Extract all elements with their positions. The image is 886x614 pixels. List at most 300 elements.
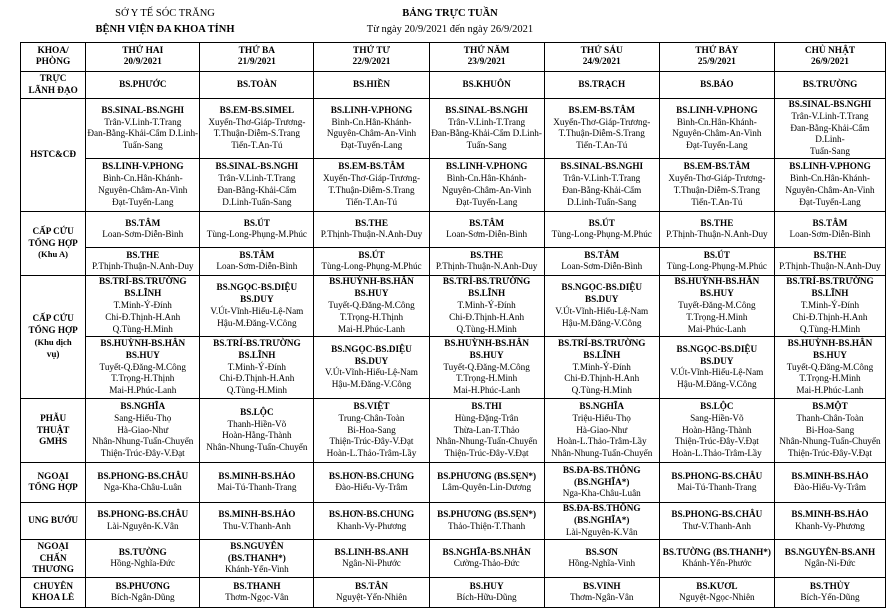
org-line-1: SỞ Y TẾ SÓC TRĂNG: [115, 8, 215, 19]
staff-names: Thu-V.Thanh-Anh: [222, 520, 291, 531]
duty-cell: [86, 275, 200, 336]
duty-cell: [774, 398, 885, 462]
doctor-name: BS.TÂM: [584, 249, 620, 260]
document-header-title: [335, 6, 565, 38]
staff-names: Mai-H.Phúc-Lanh: [796, 385, 864, 396]
doctor-name: BS.DUY: [354, 355, 389, 366]
doctor-name: BS.PHƯƠNG: [115, 580, 171, 591]
doctor-name: BS.TÂN: [355, 580, 388, 591]
day-header: THỨ TƯ 22/9/2021: [314, 43, 429, 72]
staff-names: Hà-Giao-Như: [576, 424, 628, 435]
doctor-name: BS.TƯỜNG: [118, 546, 167, 557]
doctor-name: BS.PHONG-BS.CHÂU: [97, 470, 189, 481]
duty-cell: [86, 72, 200, 99]
staff-names: Tuyết-Q.Đăng-M.Công: [786, 361, 874, 372]
duty-cell: [774, 158, 885, 211]
staff-names: Hùng-Đặng-Trân: [454, 412, 519, 423]
staff-names: Tuyết-Q.Đăng-M.Công: [99, 361, 186, 372]
staff-names: Đạt-Tuyến-Lang: [455, 196, 518, 207]
staff-names: Bình-Cn.Hân-Khánh-: [790, 173, 870, 184]
doctor-name: BS.HƠN-BS.CHUNG: [328, 509, 415, 520]
staff-names: Đạt-Tuyến-Lang: [112, 196, 174, 207]
staff-names: Xuyến-Thơ-Giáp-Trương-: [553, 116, 651, 127]
staff-names: Bích-Yến-Dũng: [800, 592, 860, 603]
staff-names: Thừa-Lan-T.Thảo: [453, 424, 520, 435]
doctor-name: BS.TÂM: [812, 217, 848, 228]
duty-cell: [659, 99, 774, 159]
duty-cell: [429, 72, 544, 99]
staff-names: T.Thuận-Diễm-S.Trang: [213, 128, 300, 139]
staff-names: Nguyên-Châm-An-Vinh: [672, 128, 762, 139]
staff-names: Hậu-M.Đăng-V.Công: [562, 317, 642, 328]
staff-names: Hà-Giao-Như: [117, 424, 169, 435]
document-header-org: [70, 6, 260, 38]
duty-cell: [659, 502, 774, 539]
doctor-name: BS.THI: [471, 400, 502, 411]
staff-names: Hoàn-L.Thảo-Trâm-Lầy: [326, 448, 417, 459]
day-header: THỨ BẢY 25/9/2021: [659, 43, 774, 72]
staff-names: Đan-Bằng-Khải-Cẩm: [217, 184, 297, 195]
duty-cell: [86, 99, 200, 159]
staff-names: Tùng-Long-Phụng-M.Phúc: [206, 229, 308, 240]
duty-cell: [314, 158, 429, 211]
duty-cell: [544, 577, 659, 607]
staff-names: Xuyến-Thơ-Giáp-Trương-: [208, 116, 306, 127]
staff-names: Hậu-M.Đăng-V.Công: [331, 379, 412, 390]
duty-cell: [774, 502, 885, 539]
doctor-name: BS.MINH-BS.HẢO: [218, 509, 296, 520]
duty-cell: [86, 336, 200, 398]
duty-cell: [200, 462, 314, 502]
staff-names: Đạt-Tuyến-Lang: [340, 140, 403, 151]
staff-names: Trân-V.Linh-T.Trang: [104, 116, 182, 127]
staff-names: Khánh-Yến-Phước: [682, 558, 752, 569]
staff-names: Tuyết-Đăng-M.Công: [678, 300, 756, 311]
duty-cell: [86, 211, 200, 247]
staff-names: T.Minh-Ý-Đính: [457, 300, 516, 311]
staff-names: Trân-V.Linh-T.Trang: [448, 116, 526, 127]
staff-names: Hậu-M.Đăng-V.Công: [677, 379, 757, 390]
staff-names: Hoàn-Hằng-Thành: [222, 430, 292, 441]
duty-cell: [774, 539, 885, 577]
staff-names: Thanh-Chân-Toàn: [796, 412, 864, 423]
staff-names: Q.Tùng-H.Minh: [226, 385, 287, 396]
staff-names: Chi-Đ.Thịnh-H.Anh: [219, 373, 295, 384]
staff-names: Hồng-Nghĩa-Đức: [110, 558, 176, 569]
date-range: Từ ngày 20/9/2021 đến ngày 26/9/2021: [366, 24, 534, 35]
roster-row-truc-lanh-dao: [21, 72, 886, 99]
doctor-name: BS.HUỲNH-BS.HÂN: [787, 337, 873, 348]
staff-names: Đào-Hiếu-Vy-Trâm: [335, 482, 408, 493]
doctor-name: BS.TÂM: [125, 217, 161, 228]
staff-names: Ngân-Ni-Đức: [804, 558, 856, 569]
duty-cell: [774, 99, 885, 159]
doctor-name: BS.SINAL-BS.NGHI: [560, 161, 644, 172]
doctor-name: BS.TRÍ-BS.TRƯỜNG: [99, 276, 187, 287]
doctor-name: BS.ÚT: [703, 249, 731, 260]
staff-names: Chi-Đ.Thịnh-H.Anh: [792, 311, 868, 322]
doctor-name: BS.TRƯỜNG: [802, 79, 858, 90]
staff-names: Tuấn-Sang: [122, 140, 163, 151]
staff-names: Tùng-Long-Phụng-M.Phúc: [321, 261, 422, 272]
staff-names: Trân-V.Linh-T.Trang: [563, 173, 641, 184]
duty-cell: [314, 72, 429, 99]
staff-names: Tuyết-Q.Đăng-M.Công: [443, 361, 530, 372]
staff-names: Lâm-Quyên-Lin-Dương: [442, 482, 532, 493]
staff-names: Nhân-Nhung-Tuấn-Chuyển: [206, 442, 308, 453]
duty-cell: [544, 211, 659, 247]
doctor-name: BS.TRẠCH: [578, 79, 626, 90]
staff-names: Đan-Bằng-Khải-Cẩm D.Linh-: [790, 122, 870, 145]
roster-row-cap-cuu-dv: [21, 336, 886, 398]
staff-names: Nguyệt-Yến-Nhiên: [336, 592, 407, 603]
doctor-name: BS.ÚT: [588, 217, 615, 228]
doctor-name: BS.KƯƠL: [696, 580, 738, 591]
duty-cell: [429, 462, 544, 502]
staff-names: T.Trọng-H.Minh: [799, 373, 861, 384]
duty-cell: [314, 462, 429, 502]
staff-names: Mai-Tú-Thanh-Trang: [217, 482, 297, 493]
day-header: CHỦ NHẬT 26/9/2021: [774, 43, 885, 72]
doctor-name: BS.BẢO: [700, 79, 734, 90]
staff-names: Lài-Nguyên-K.Vân: [565, 526, 638, 537]
doctor-name: BS.THE: [355, 217, 388, 228]
doctor-name: BS.HUỲNH-BS.HÂN: [674, 276, 760, 287]
duty-cell: [659, 72, 774, 99]
staff-names: Nga-Kha-Châu-Luân: [103, 482, 182, 493]
doctor-name: BS.TÂM: [239, 249, 275, 260]
day-header: THỨ SÁU 24/9/2021: [544, 43, 659, 72]
dept-column-header: KHOA/ PHÒNG: [21, 43, 86, 72]
staff-names: Trân-V.Linh-T.Trang: [218, 173, 296, 184]
staff-names: Đạt-Tuyến-Lang: [686, 140, 748, 151]
doctor-name: BS.THE: [126, 249, 160, 260]
doctor-name: BS.HUỲNH-BS.HÂN: [100, 337, 186, 348]
doctor-name: BS.EM-BS.SIMEL: [219, 104, 295, 115]
duty-cell: [774, 275, 885, 336]
duty-cell: [659, 539, 774, 577]
staff-names: T.Minh-Ý-Đính: [800, 300, 860, 311]
staff-names: Tiến-T.An-Tú: [691, 196, 743, 207]
staff-names: Tiến-T.An-Tú: [345, 196, 398, 207]
duty-cell: [774, 247, 885, 275]
org-line-2: BỆNH VIỆN ĐA KHOA TỈNH: [95, 24, 235, 35]
staff-names: Loan-Sơm-Diễn-Bình: [216, 261, 298, 272]
staff-names: Thiện-Trúc-Đây-V.Đạt: [674, 436, 759, 447]
doctor-name: BS.PHƯƠNG (BS.SẸN*): [437, 470, 537, 481]
staff-names: Cường-Thảo-Đức: [453, 558, 520, 569]
doctor-name: BS.LĨNH: [124, 288, 162, 299]
doctor-name: BS.NGHĨA: [120, 400, 166, 411]
staff-names: Nhân-Nhung-Tuấn-Chuyển: [779, 436, 881, 447]
staff-names: Q.Tùng-H.Minh: [112, 323, 173, 334]
doctor-name: BS.HUY: [354, 288, 389, 299]
doctor-name: BS.DUY: [240, 294, 274, 305]
doctor-name: BS.EM-BS.TÂM: [338, 161, 405, 172]
doctor-name: BS.HIỀN: [352, 79, 390, 90]
duty-cell: [659, 398, 774, 462]
staff-names: Hoàn-L.Thảo-Trâm-Lầy: [556, 436, 647, 447]
staff-names: P.Thịnh-Thuận-N.Anh-Duy: [435, 261, 538, 272]
staff-names: Tùng-Long-Phụng-M.Phúc: [666, 261, 767, 272]
roster-row-cap-cuu-a: [21, 211, 886, 247]
doctor-name: BS.NGUYÊN-BS.ANH: [784, 546, 876, 557]
doctor-name: BS.LINH-V.PHONG: [445, 161, 528, 172]
doctor-name: BS.NGHĨA: [579, 400, 625, 411]
duty-roster-table: [20, 42, 886, 608]
duty-cell: [200, 336, 314, 398]
duty-cell: [86, 462, 200, 502]
doctor-name: BS.PHƯỚC: [119, 79, 167, 90]
duty-cell: [314, 275, 429, 336]
staff-names: Đan-Bằng-Khải-Cẩm: [562, 184, 642, 195]
staff-names: Trân-V.Linh-T.Trang: [791, 110, 869, 121]
duty-cell: [774, 462, 885, 502]
duty-cell: [200, 577, 314, 607]
staff-names: Nhân-Nhung-Tuấn-Chuyển: [435, 436, 538, 447]
doctor-name: (BS.NGHĨA*): [574, 476, 630, 487]
staff-names: Q.Tùng-H.Minh: [456, 323, 517, 334]
staff-names: Nhân-Nhung-Tuấn-Chuyển: [551, 448, 653, 459]
day-header: THỨ NĂM 23/9/2021: [429, 43, 544, 72]
staff-names: P.Thịnh-Thuận-N.Anh-Duy: [666, 229, 768, 240]
doctor-name: BS.LĨNH: [238, 349, 276, 360]
doctor-name: BS.THE: [470, 249, 504, 260]
doctor-name: BS.DUY: [585, 294, 619, 305]
duty-cell: [659, 158, 774, 211]
doctor-name: BS.EM-BS.TÂM: [568, 104, 635, 115]
staff-names: Mai-H.Phúc-Lanh: [453, 385, 521, 396]
doctor-name: BS.HUỲNH-BS.HÂN: [444, 337, 529, 348]
staff-names: V.Út-Vĩnh-Hiếu-Lệ-Nam: [210, 305, 304, 316]
staff-names: Bình-Cn.Hân-Khánh-: [446, 173, 527, 184]
staff-names: Chi-Đ.Thịnh-H.Anh: [564, 373, 640, 384]
doctor-name: BS.THE: [813, 249, 847, 260]
staff-names: Xuyến-Thơ-Giáp-Trương-: [322, 173, 420, 184]
staff-names: Bi-Hoa-Sang: [347, 424, 396, 435]
doctor-name: BS.THE: [700, 217, 734, 228]
staff-names: Thơm-Ngọc-Vân: [225, 592, 289, 603]
staff-names: Mai-Phúc-Lanh: [687, 323, 746, 334]
duty-cell: [544, 539, 659, 577]
staff-names: Chi-Đ.Thịnh-H.Anh: [105, 311, 181, 322]
staff-names: Sang-Hiếu-Thọ: [114, 412, 172, 423]
doctor-name: BS.DUY: [700, 355, 734, 366]
duty-cell: [314, 539, 429, 577]
staff-names: Q.Tùng-H.Minh: [799, 323, 861, 334]
staff-names: Khanh-Vy-Phương: [336, 520, 407, 531]
staff-names: T.Trọng-H.Minh: [686, 311, 748, 322]
page-title: BẢNG TRỰC TUẦN: [402, 8, 498, 19]
doctor-name: BS.VIỆT: [353, 400, 390, 411]
staff-names: Nguyên-Châm-An-Vinh: [441, 184, 532, 195]
staff-names: T.Trọng-H.Thịnh: [111, 373, 175, 384]
staff-names: T.Trọng-H.Minh: [455, 373, 518, 384]
duty-cell: [200, 72, 314, 99]
duty-cell: [659, 336, 774, 398]
duty-cell: [774, 577, 885, 607]
duty-cell: [429, 99, 544, 159]
day-header: THỨ BA 21/9/2021: [200, 43, 314, 72]
doctor-name: BS.TRÍ-BS.TRƯỜNG: [557, 337, 646, 348]
dept-label: CẤP CỨU TỔNG HỢP (Khu dịch vụ): [21, 275, 86, 398]
duty-cell: [314, 577, 429, 607]
duty-cell: [429, 336, 544, 398]
doctor-name: BS.NGHĨA-BS.NHÂN: [442, 546, 531, 557]
duty-cell: [774, 211, 885, 247]
doctor-name: BS.LĨNH: [583, 349, 621, 360]
doctor-name: BS.TƯỜNG (BS.THANH*): [662, 546, 771, 557]
doctor-name: BS.TOÀN: [236, 79, 277, 90]
duty-cell: [544, 99, 659, 159]
staff-names: P.Thịnh-Thuận-N.Anh-Duy: [779, 261, 881, 272]
roster-row-hstc: [21, 99, 886, 159]
staff-names: V.Út-Vĩnh-Hiếu-Lệ-Nam: [670, 367, 764, 378]
doctor-name: BS.LINH-V.PHONG: [789, 161, 871, 172]
doctor-name: BS.LINH-BS.ANH: [334, 546, 409, 557]
staff-names: Mai-H.Phúc-Lanh: [337, 323, 406, 334]
staff-names: Hoàn-Hằng-Thành: [682, 424, 752, 435]
staff-names: Tùng-Long-Phụng-M.Phúc: [551, 229, 652, 240]
duty-cell: [86, 539, 200, 577]
staff-names: Tiến-T.An-Tú: [231, 140, 283, 151]
staff-names: T.Minh-Ý-Đính: [572, 361, 631, 372]
duty-cell: [314, 99, 429, 159]
dept-label: UNG BƯỚU: [21, 502, 86, 539]
roster-row-ung-buou: [21, 502, 886, 539]
doctor-name: BS.ÚT: [243, 217, 271, 228]
staff-names: Loan-Sơm-Diễn-Bình: [561, 261, 643, 272]
staff-names: Thiện-Trúc-Đây-V.Đạt: [329, 436, 414, 447]
duty-cell: [659, 275, 774, 336]
doctor-name: BS.TRÍ-BS.TRƯỜNG: [442, 276, 531, 287]
staff-names: V.Út-Vĩnh-Hiếu-Lệ-Nam: [555, 305, 649, 316]
dept-label: CẤP CỨU TỔNG HỢP (Khu A): [21, 211, 86, 275]
staff-names: Hậu-M.Đăng-V.Công: [217, 317, 297, 328]
staff-names: Nguyên-Châm-An-Vinh: [326, 128, 417, 139]
staff-names: Bi-Hoa-Sang: [805, 424, 855, 435]
dept-label: NGOẠI TỔNG HỢP: [21, 462, 86, 502]
doctor-name: (BS.NGHĨA*): [574, 515, 630, 526]
staff-names: Triệu-Hiếu-Thọ: [572, 412, 631, 423]
doctor-name: BS.SƠN: [585, 546, 618, 557]
staff-names: Mai-Tú-Thanh-Trang: [677, 482, 757, 493]
doctor-name: BS.TÂM: [469, 217, 505, 228]
duty-cell: [429, 247, 544, 275]
duty-cell: [659, 577, 774, 607]
doctor-name: BS.PHONG-BS.CHÂU: [671, 470, 763, 481]
duty-cell: [544, 247, 659, 275]
doctor-name: BS.HUY: [125, 349, 160, 360]
staff-names: V.Út-Vĩnh-Hiếu-Lệ-Nam: [325, 367, 418, 378]
duty-cell: [429, 577, 544, 607]
doctor-name: BS.LĨNH: [468, 288, 506, 299]
doctor-name: BS.LINH-V.PHONG: [330, 104, 413, 115]
duty-cell: [200, 275, 314, 336]
duty-cell: [774, 72, 885, 99]
duty-cell: [314, 211, 429, 247]
staff-names: Nguyệt-Ngọc-Nhiên: [679, 592, 755, 603]
staff-names: Đan-Bằng-Khải-Cẩm D.Linh-: [87, 128, 199, 139]
doctor-name: BS.LINH-V.PHONG: [102, 161, 184, 172]
dept-label: HSTC&CĐ: [21, 99, 86, 212]
staff-names: Ngân-Ni-Phước: [342, 558, 401, 569]
dept-label: PHẪU THUẬT GMHS: [21, 398, 86, 462]
duty-cell: [774, 336, 885, 398]
roster-row-phau-thuat: [21, 398, 886, 462]
duty-cell: [659, 462, 774, 502]
doctor-name: BS.LĨNH: [811, 288, 849, 299]
staff-names: Nhân-Nhung-Tuấn-Chuyển: [92, 436, 194, 447]
doctor-name: BS.SINAL-BS.NGHI: [445, 104, 528, 115]
staff-names: Đào-Hiếu-Vy-Trâm: [793, 482, 867, 493]
duty-cell: [200, 502, 314, 539]
staff-names: Hoàn-L.Thảo-Trâm-Lầy: [671, 448, 762, 459]
staff-names: Thiện-Trúc-Đây-V.Đạt: [444, 448, 529, 459]
doctor-name: BS.SINAL-BS.NGHI: [101, 104, 185, 115]
staff-names: Tuấn-Sang: [466, 140, 507, 151]
doctor-name: BS.MINH-BS.HẢO: [218, 470, 296, 481]
doctor-name: BS.SINAL-BS.NGHI: [215, 161, 299, 172]
staff-names: Mai-H.Phúc-Lanh: [109, 385, 177, 396]
dept-label: NGOẠI CHẤN THƯƠNG: [21, 539, 86, 577]
duty-cell: [314, 247, 429, 275]
staff-names: Đan-Bằng-Khải-Cẩm D.Linh-: [431, 128, 542, 139]
duty-cell: [200, 99, 314, 159]
staff-names: Loan-Sơm-Diễn-Bình: [102, 229, 184, 240]
staff-names: T.Trọng-H.Thịnh: [339, 311, 404, 322]
duty-cell: [200, 398, 314, 462]
doctor-name: BS.TRÍ-BS.TRƯỜNG: [786, 276, 874, 287]
duty-cell: [429, 502, 544, 539]
duty-cell: [659, 211, 774, 247]
doctor-name: BS.NGUYÊN (BS.THANH*): [227, 540, 286, 563]
staff-names: Loan-Sơm-Diễn-Bình: [446, 229, 528, 240]
duty-cell: [429, 211, 544, 247]
duty-cell: [200, 247, 314, 275]
staff-names: Nguyên-Châm-An-Vinh: [785, 184, 875, 195]
duty-cell: [544, 462, 659, 502]
staff-names: T.Thuận-Diễm-S.Trang: [328, 184, 415, 195]
doctor-name: BS.ĐA-BS.THÔNG: [562, 464, 641, 475]
doctor-name: BS.HUY: [812, 349, 847, 360]
doctor-name: BS.NGỌC-BS.DIỆU: [216, 282, 298, 293]
header-row: [21, 43, 886, 72]
doctor-name: BS.PHONG-BS.CHÂU: [671, 509, 763, 520]
duty-cell: [544, 336, 659, 398]
staff-names: Nguyên-Châm-An-Vinh: [98, 184, 188, 195]
staff-names: Đạt-Tuyến-Lang: [799, 196, 861, 207]
duty-cell: [544, 72, 659, 99]
roster-row-ngoai-chan-thuong: [21, 539, 886, 577]
staff-names: P.Thịnh-Thuận-N.Anh-Duy: [320, 229, 423, 240]
duty-cell: [200, 158, 314, 211]
roster-row-ngoai-tong-hop: [21, 462, 886, 502]
staff-names: Xuyến-Thơ-Giáp-Trương-: [668, 173, 766, 184]
staff-names: T.Thuận-Diễm-S.Trang: [673, 184, 760, 195]
duty-cell: [200, 211, 314, 247]
roster-row-hstc: [21, 158, 886, 211]
dept-label: CHUYÊN KHOA LẺ: [21, 577, 86, 607]
staff-names: Thư-V.Thanh-Anh: [682, 520, 752, 531]
staff-names: Tuấn-Sang: [809, 146, 850, 157]
roster-row-cap-cuu-dv: [21, 275, 886, 336]
doctor-name: BS.HUY: [469, 349, 504, 360]
staff-names: Thảo-Thiện-T.Thanh: [448, 520, 526, 531]
staff-names: Sang-Hiền-Võ: [690, 412, 744, 423]
duty-cell: [86, 398, 200, 462]
duty-cell: [86, 247, 200, 275]
